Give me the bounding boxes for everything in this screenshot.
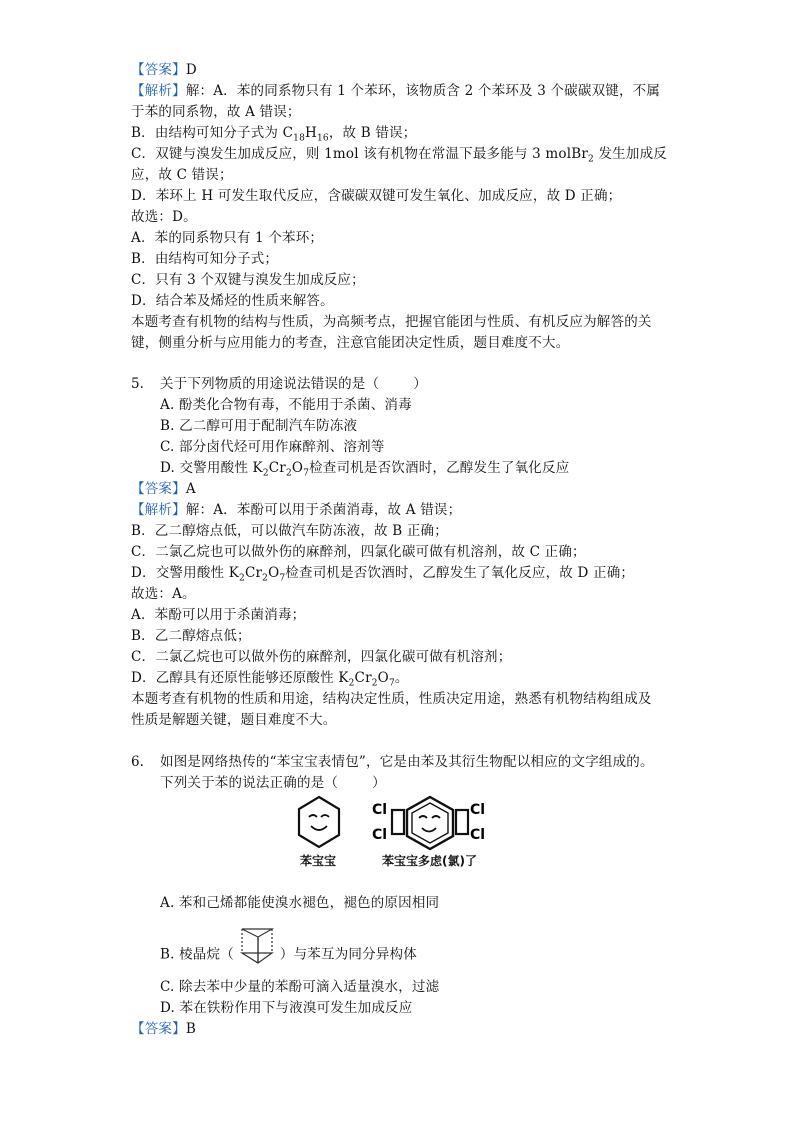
right-fused-ring-shape: [456, 810, 468, 834]
q4-analysis-line-1: 【解析】解：A．苯的同系物只有 1 个苯环，该物质含 2 个苯环及 3 个碳碳双键，不属: [131, 83, 661, 99]
cl-label-top-right: Cl: [470, 802, 486, 818]
inner-ring-shape: [412, 803, 448, 843]
q5-analysis-line-7: B．乙二醇熔点低；: [131, 628, 251, 644]
benzene-baby-caption: 苯宝宝: [300, 854, 337, 868]
q5-option-c: C. 部分卤代烃可用作麻醉剂、溶剂等: [160, 439, 385, 455]
q4-analysis-line-5: 应，故 C 错误；: [131, 167, 233, 183]
chloro-benzene-baby-figure: [370, 792, 490, 854]
q5-analysis-line-10: 本题考查有机物的性质和用途，结构决定性质，性质决定用途，熟悉有机物结构组成及: [131, 691, 652, 707]
right-eye-shape: [432, 816, 440, 818]
q4-analysis-line-10: C．只有 3 个双键与溴发生加成反应；: [131, 272, 365, 288]
q6-option-b: B. 棱晶烷（ ）与苯互为同分异构体: [160, 933, 417, 977]
q5-analysis-line-1: 【解析】解：A．苯酚可以用于杀菌消毒，故 A 错误；: [131, 502, 462, 518]
q5-analysis-line-5: 故选：A。: [131, 586, 196, 602]
q5-analysis-line-8: C．二氯乙烷也可以做外伤的麻醉剂，四氯化碳可做有机溶剂；: [131, 649, 512, 665]
q5-answer-line: 【答案】A: [131, 481, 196, 497]
left-eye-shape: [419, 816, 427, 818]
answer-tag: 【答案】: [131, 62, 186, 78]
central-ring-shape: [407, 797, 453, 849]
q6-option-a: A. 苯和己烯都能使溴水褪色，褪色的原因相同: [160, 895, 440, 911]
q5-analysis-line-4: D．交警用酸性 $K_2Cr_2O_7$检查司机是否饮酒时，乙醇发生了氧化反应，故 D 正确；: [131, 565, 635, 584]
q6-option-d: D. 苯在铁粉作用下与液溴可发生加成反应: [160, 1000, 413, 1016]
q5-stem: 关于下列物质的用途说法错误的是（ ）: [160, 376, 427, 392]
cl-label-top-left: Cl: [372, 802, 388, 818]
q4-analysis-line-7: 故选：D。: [131, 209, 197, 225]
q6-number: 6.: [131, 754, 144, 770]
q6-option-c: C. 除去苯中少量的苯酚可滴入适量溴水，过滤: [160, 979, 440, 995]
left-eye-shape: [309, 815, 317, 817]
q6-answer-line: 【答案】B: [131, 1021, 196, 1037]
right-eye-shape: [321, 815, 329, 817]
q5-analysis-line-9: D．乙醇具有还原性能够还原酸性 $K_2Cr_2O_7$。: [131, 670, 409, 689]
q5-analysis-line-2: B．乙二醇熔点低，可以做汽车防冻液，故 B 正确；: [131, 523, 448, 539]
q4-analysis-line-13: 键，侧重分析与应用能力的考查，注意官能团决定性质，题目难度不大。: [131, 335, 570, 351]
smile-shape: [422, 828, 436, 832]
q4-analysis-line-8: A．苯的同系物只有 1 个苯环；: [131, 230, 324, 246]
q5-option-b: B. 乙二醇可用于配制汽车防冻液: [160, 418, 358, 434]
answer-value: D: [185, 62, 197, 78]
q5-analysis-line-6: A．苯酚可以用于杀菌消毒；: [131, 607, 306, 623]
q4-answer-line: [131, 60, 197, 81]
left-fused-ring-shape: [392, 810, 404, 834]
q4-analysis-line-11: D．结合苯及烯烃的性质来解答。: [131, 293, 334, 309]
prismane-structure: [234, 931, 280, 975]
q4-analysis-line-12: 本题考查有机物的结构与性质，为高频考点，把握官能团与性质、有机反应为解答的关: [131, 314, 652, 330]
cl-label-bottom-right: Cl: [470, 827, 486, 843]
q4-analysis-line-2: 于苯的同系物，故 A 错误；: [131, 104, 301, 120]
q4-analysis-line-6: D．苯环上 H 可发生取代反应，含碳碳双键可发生氧化、加成反应，故 D 正确；: [131, 188, 622, 204]
q5-analysis-line-11: 性质是解题关键，题目难度不大。: [131, 712, 337, 728]
q5-number: 5.: [131, 376, 144, 392]
q4-analysis-line-3: B．由结构可知分子式为 $C_{18}H_{16}$，故 B 错误；: [131, 125, 417, 144]
chloro-benzene-baby-caption: 苯宝宝多虑(氯)了: [382, 854, 477, 868]
q5-option-d: D. 交警用酸性 $K_2Cr_2O_7$检查司机是否饮酒时，乙醇发生了氧化反应: [160, 460, 570, 479]
analysis-tag: 【解析】: [131, 83, 186, 99]
q5-option-a: A. 酚类化合物有毒，不能用于杀菌、消毒: [160, 397, 412, 413]
benzene-baby-figure: [296, 795, 342, 849]
q6-stem-line-2: 下列关于苯的说法正确的是（ ）: [160, 775, 386, 791]
q6-stem-line-1: 如图是网络热传的“苯宝宝表情包”，它是由苯及其衍生物配以相应的文字组成的。: [160, 754, 654, 770]
q5-analysis-line-3: C．二氯乙烷也可以做外伤的麻醉剂，四氯化碳可做有机溶剂，故 C 正确；: [131, 544, 586, 560]
benzene-ring-shape: [299, 797, 339, 847]
smile-shape: [311, 826, 327, 830]
cl-label-bottom-left: Cl: [372, 827, 388, 843]
q4-analysis-line-4: C．双键与溴发生加成反应，则 1mol 该有机物在常温下最多能与 3 molBr$_2$ 发生加成反: [131, 146, 667, 165]
q4-analysis-line-9: B．由结构可知分子式；: [131, 251, 279, 267]
